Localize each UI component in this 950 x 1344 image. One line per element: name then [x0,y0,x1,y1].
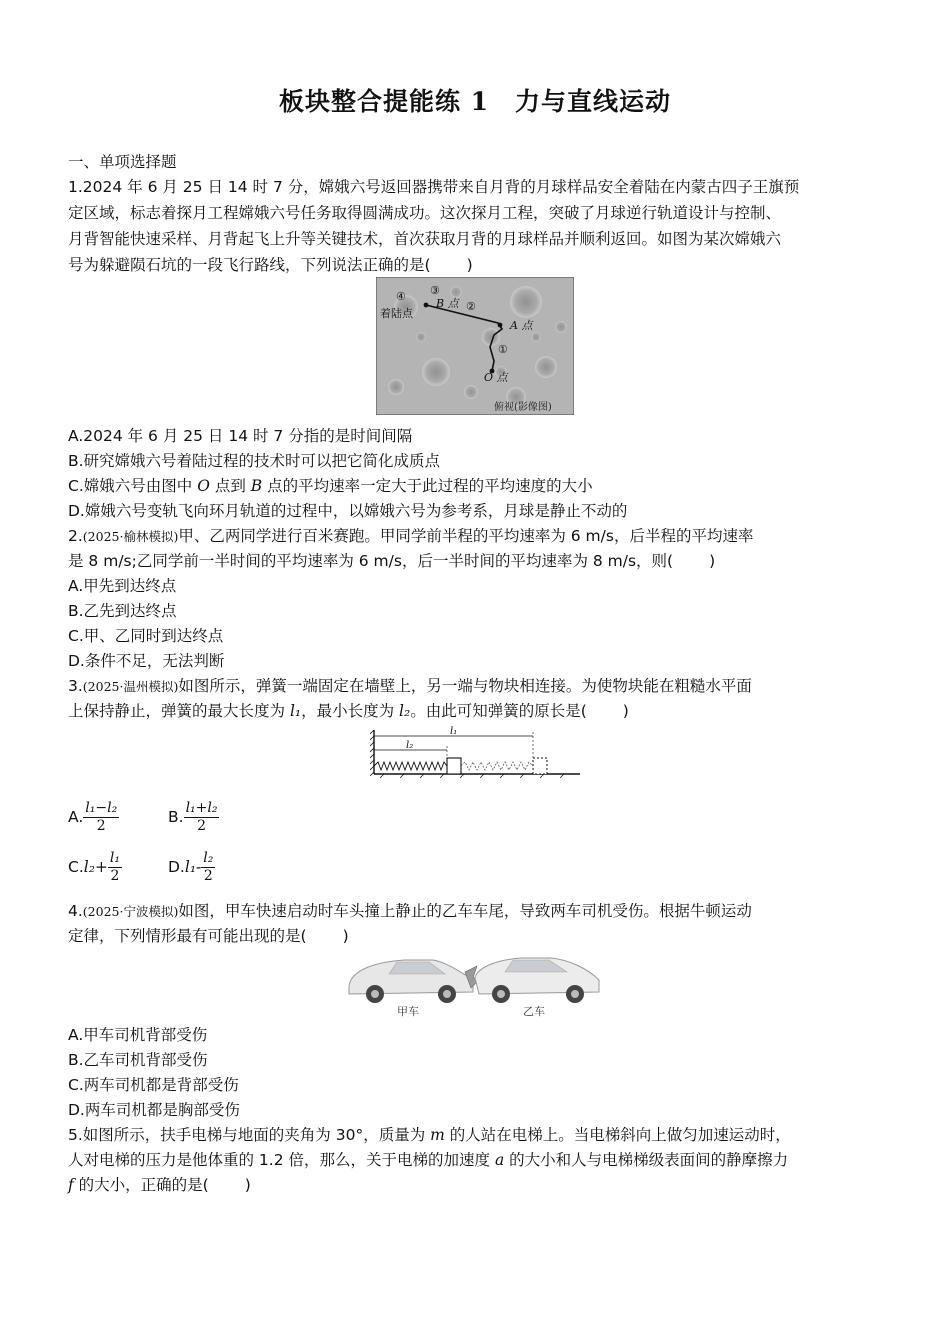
fig-label-1: ① [498,343,508,356]
q2-line-1: 2.(2025·榆林模拟)甲、乙两同学进行百米赛跑。甲同学前半程的平均速率为 6 m/s，后半程的平均速率 [68,527,754,545]
q4-line-2: 定律，下列情形最有可能出现的是( ) [68,927,349,945]
section-heading: 一、单项选择题 [68,153,177,171]
moon-trajectory-figure [376,277,574,415]
q4-option-b: B.乙车司机背部受伤 [68,1051,208,1069]
fig-label-o: O 点 [484,371,508,384]
fig-label-l2: l₂ [406,740,414,751]
q3-option-b: B. $\frac{\text{l₁+l₂}}{2}$ [168,800,218,834]
q5-line-3: f 的大小，正确的是( ) [68,1176,251,1194]
q4-line-1: 4.(2025·宁波模拟)如图，甲车快速启动时车头撞上静止的乙车车尾，导致两车司机受伤。根据牛顿运动 [68,902,752,920]
q1-line-1: 1.2024 年 6 月 25 日 14 时 7 分，嫦娥六号返回器携带来自月背的月球样品安全着陆在内蒙古四子王旗预 [68,178,800,196]
q1-option-c: C.嫦娥六号由图中 O 点到 B 点的平均速率一定大于此过程的平均速度的大小 [68,477,593,495]
fig-label-2: ② [466,300,476,313]
q4-option-a: A.甲车司机背部受伤 [68,1026,208,1044]
car-label-yi: 乙车 [523,1005,545,1018]
q2-option-c: C.甲、乙同时到达终点 [68,627,224,645]
q2-line-2: 是 8 m/s;乙同学前一半时间的平均速率为 6 m/s，后一半时间的平均速率为 8 m/s，则( ) [68,552,716,570]
spring-wall-figure [370,724,582,782]
q3-option-d: D.l₁- $\frac{\text{l₂}}{2}$ [168,850,214,884]
q1-line-2: 定区域，标志着探月工程嫦娥六号任务取得圆满成功。这次探月工程，突破了月球逆行轨道设计与控制、 [68,204,782,222]
q3-option-a: A. $\frac{\text{l₁−l₂}}{2}$ [68,800,118,834]
page-title: 板块整合提能练 1 力与直线运动 [278,87,672,116]
q1-option-d: D.嫦娥六号变轨飞向环月轨道的过程中，以嫦娥六号为参考系，月球是静止不动的 [68,502,628,520]
q2-option-a: A.甲先到达终点 [68,577,177,595]
q2-option-b: B.乙先到达终点 [68,602,177,620]
q2-option-d: D.条件不足，无法判断 [68,652,225,670]
car-collision-figure [345,948,603,1020]
fig-label-b: B 点 [436,297,459,310]
q3-line-2: 上保持静止，弹簧的最大长度为 l₁，最小长度为 l₂。由此可知弹簧的原长是( ) [68,702,629,720]
fig-caption: 俯视(影像图) [494,402,552,413]
q1-option-b: B.研究嫦娥六号着陆过程的技术时可以把它简化成质点 [68,452,441,470]
fig-label-l1: l₁ [450,726,458,737]
q5-line-1: 5.如图所示，扶手电梯与地面的夹角为 30°，质量为 m 的人站在电梯上。当电梯斜向上做匀加速运动时， [68,1126,791,1144]
q3-option-c: C.l₂+ $\frac{\text{l₁}}{2}$ [68,850,121,884]
q4-option-c: C.两车司机都是背部受伤 [68,1076,239,1094]
fig-label-4: ④ [396,290,406,303]
q5-line-2: 人对电梯的压力是他体重的 1.2 倍，那么，关于电梯的加速度 a 的大小和人与电梯梯级表面间的静摩擦力 [68,1151,789,1169]
q4-option-d: D.两车司机都是胸部受伤 [68,1101,240,1119]
q1-line-3: 月背智能快速采样、月背起飞上升等关键技术，首次获取月背的月球样品并顺利返回。如图为某次嫦娥六 [68,230,782,248]
q3-line-1: 3.(2025·温州模拟)如图所示，弹簧一端固定在墙壁上，另一端与物块相连接。为使物块能在粗糙水平面 [68,677,752,695]
fig-label-a: A 点 [510,319,533,332]
q1-option-a: A.2024 年 6 月 25 日 14 时 7 分指的是时间间隔 [68,427,413,445]
fig-label-3: ③ [430,284,440,297]
car-label-jia: 甲车 [397,1005,419,1018]
q1-line-4: 号为躲避陨石坑的一段飞行路线，下列说法正确的是( ) [68,256,473,274]
fig-label-landing: 着陆点 [380,307,413,320]
